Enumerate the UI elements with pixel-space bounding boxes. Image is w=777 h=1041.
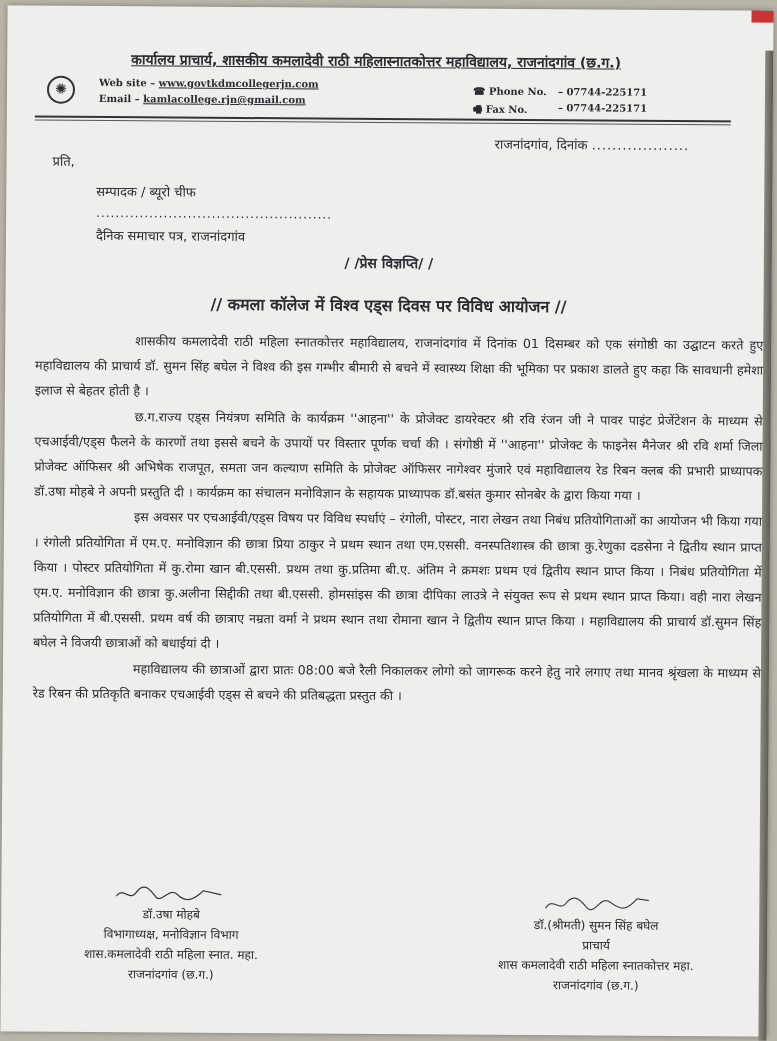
phone-number: – 07744-225171 — [557, 87, 648, 99]
paragraph: महाविद्यालय की छात्राओं द्वारा प्रातः 08:00 बजे रैली निकालकर लोगो को जागरूक करने हेतु नारे लगाए तथा मानव श्रृंखला के माध्यम से रेड रिबन की प्रतिकृति बनाकर एचआईवी एड्स से बचने की प्रतिबद्धता प्रस्तुत की । — [32, 660, 762, 703]
press-release-heading: / /प्रेस विज्ञप्ति/ / — [344, 255, 434, 273]
signatory-designation: प्राचार्य — [582, 938, 610, 953]
email-link[interactable]: kamlacollege.rjn@gmail.com — [143, 94, 306, 107]
letterhead-title: कार्यालय प्राचार्य, शासकीय कमलादेवी राठी महिलास्नातकोत्तर महाविद्यालय, राजनांदगांव (छ.ग.) — [131, 52, 622, 72]
fax-label: Fax No. — [485, 104, 528, 116]
signature-block-left — [41, 882, 302, 986]
date-blank: ................... — [591, 138, 690, 155]
signatory-city: राजनांदगांव (छ.ग.) — [127, 967, 214, 982]
phone-icon: ☎ — [472, 86, 486, 98]
fax-number: – 07744-225171 — [557, 103, 648, 115]
letter-body — [33, 328, 764, 711]
signature-block-right — [441, 892, 752, 996]
newspaper-name: दैनिक समाचार पत्र, राजनांदगांव — [95, 228, 246, 246]
signature-right-scribble — [526, 893, 666, 916]
place-date-label: राजनांदगांव, दिनांक — [494, 137, 588, 154]
fax-icon: 🖷 — [472, 104, 483, 116]
signatory-institution: शास.कमलादेवी राठी महिला स्नात. महा. — [84, 946, 258, 963]
signatory-designation: विभागाध्यक्ष, मनोविज्ञान विभाग — [103, 927, 239, 942]
signatory-institution: शास कमलादेवी राठी महिला स्नातकोत्तर महा. — [498, 957, 694, 974]
college-logo-icon: ✺ — [47, 76, 75, 104]
phone-line — [472, 86, 648, 99]
recipient-blank: ................................................. — [96, 205, 333, 222]
paragraph: इस अवसर पर एचआईवी/एड्स विषय पर विविध स्पर्धाएं – रंगोली, पोस्टर, नारा लेखन तथा निबंध प्रतियोगिताओं का आयोजन भी किया गया । रंगोली प्रतियोगिता में एम.ए. मनोविज्ञान की छात्रा प्रिया ठाकुर ने प्रथम स्थान तथा एम.एससी. वनस्पतिशास्त्र की छात्रा कु.रेणुका दडसेना ने द्वितीय स्थान प्राप्त किया । पोस्टर प्रतियोगिता में कु.रोमा खान बी.एससी. प्रथम तथा कु.प्रतिमा बी.ए. अंतिम ने क्रमशः प्रथम एवं द्वितीय स्थान प्राप्त किया । निबंध प्रतियोगिता में एम.ए. मनोविज्ञान की छात्रा कु.अलीना सिद्दीकी तथा बी.एससी. होमसांइस की छात्रा दीपिका लाउत्रे ने संयुक्त रूप से प्रथम स्थान प्राप्त किया। वही नारा लेखन प्रतियोगिता में बी.एससी. प्रथम वर्ष की छात्राए नम्रता वर्मा ने प्रथम स्थान तथा रोमाना खान ने द्वितीय स्थान प्राप्त किया । महाविद्यालय की प्राचार्य डॉ.सुमन सिंह बघेल ने विजयी छात्राओं को बधाईयां दी । — [33, 509, 763, 652]
email-label: Email – — [98, 93, 140, 106]
phone-label: Phone No. — [488, 86, 547, 99]
signatory-name: डॉ.(श्रीमती) सुमन सिंह बघेल — [533, 918, 659, 933]
fax-line — [472, 103, 648, 120]
place-date — [495, 135, 690, 154]
website-label: Web site – — [99, 77, 156, 90]
signature-left-scribble — [111, 882, 231, 905]
headline: // कमला कॉलेज में विश्व एड्स दिवस पर विविध आयोजन // — [210, 294, 567, 317]
signatory-name: डॉ.उषा मोहबे — [142, 907, 200, 922]
letter-page — [0, 5, 773, 1036]
salutation-to: प्रति, — [52, 154, 75, 170]
email-line — [99, 94, 306, 106]
signatory-city: राजनांदगांव (छ.ग.) — [552, 978, 639, 993]
paragraph: छ.ग.राज्य एड्स नियंत्रण समिति के कार्यक्रम ''आहना'' के प्रोजेक्ट डायरेक्टर श्री रवि रंजन जी ने पावर पाइंट प्रेजेंटेशन के माध्यम से एचआईवी/एड्स फैलने के कारणों तथा इससे बचने के उपायों पर विस्तार पूर्णक चर्चा की । संगोष्ठी में ''आहना'' प्रोजेक्ट के फाइनेस मैनेजर श्री रवि शर्मा जिला प्रोजेक्ट ऑफिसर श्री अभिषेक राजपूत, समता जन कल्याण समिति के प्रोजेक्ट ऑफिसर नागेश्वर मुंजारे एवं महाविद्यालय रेड रिबन क्लब की प्रभारी प्राध्यापक डॉ.उषा मोहबे ने अपनी प्रस्तुति दी । कार्यक्रम का संचालन मनोविज्ञान के सहायक प्राध्यापक डॉ.बसंत कुमार सोनबेर के द्वारा किया गया । — [34, 408, 763, 503]
background-red-object — [751, 11, 773, 23]
website-line — [99, 78, 319, 91]
recipient: सम्पादक / ब्यूरो चीफ — [96, 184, 196, 201]
paragraph: शासकीय कमलादेवी राठी महिला स्नातकोत्तर महाविद्यालय, राजनांदगांव में दिनांक 01 दिसम्बर को एक संगोष्ठी का उद्घाटन करते हुए महाविद्यालय की प्राचार्य डॉ. सुमन सिंह बघेल ने विश्व की इस गम्भीर बीमारी से बचने में स्वास्थ्य शिक्षा की भूमिका पर प्रकाश डालते हुए कहा कि सावधानी हमेशा इलाज से बेहतर होती है । — [34, 333, 764, 399]
website-link[interactable]: www.govtkdmcollegerjn.com — [158, 78, 319, 91]
